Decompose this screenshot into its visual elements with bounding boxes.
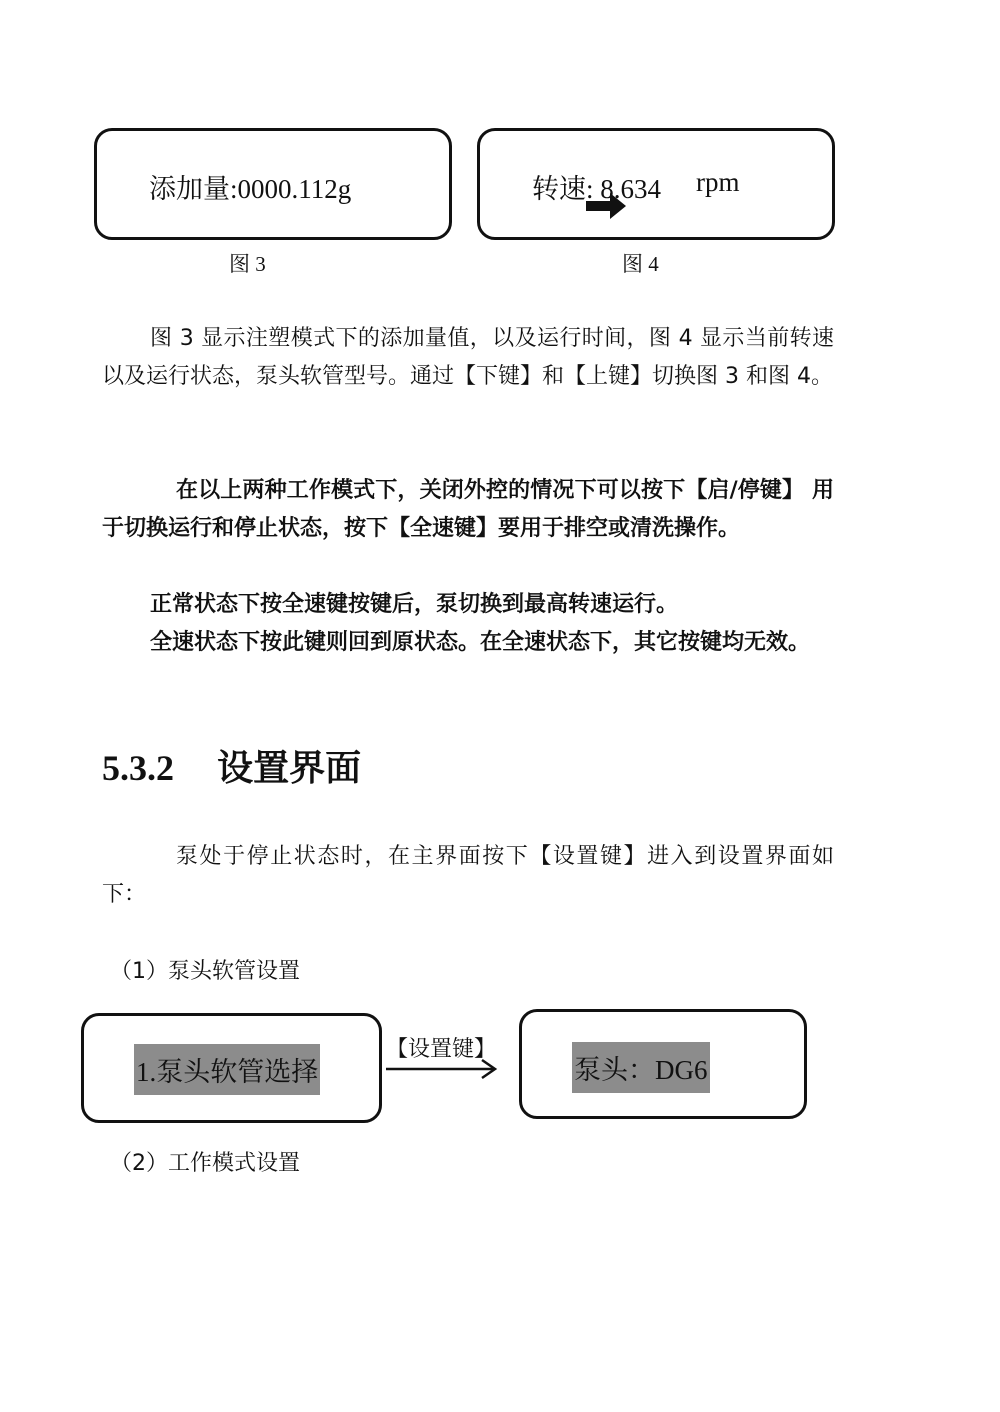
flow-arrow-icon [386, 1058, 500, 1080]
paragraph-full-speed-return: 全速状态下按此键则回到原状态。在全速状态下，其它按键均无效。 [150, 630, 811, 655]
figure-4-caption: 图 4 [622, 252, 659, 276]
paragraph-work-modes: 在以上两种工作模式下，关闭外控的情况下可以按下【启/停键】 用于切换运行和停止状态，按下【全速键】要用于排空或清洗操作。 [102, 478, 834, 541]
item-tube-setting: （1）泵头软管设置 [110, 959, 300, 984]
section-title: 设置界面 [217, 748, 362, 789]
pump-head-screen [519, 1009, 807, 1119]
right-arrow-icon [586, 193, 626, 219]
speed-readout: 转速: 8.634 [532, 174, 662, 204]
added-amount-readout: 添加量:0000.112g [149, 174, 352, 204]
paragraph-figures: 图 3 显示注塑模式下的添加量值，以及运行时间，图 4 显示当前转速以及运行状态，泵头软管型号。通过【下键】和【上键】切换图 3 和图 4。 [102, 326, 834, 389]
pump-head-value: 泵头：DG6 [572, 1042, 710, 1093]
section-number: 5.3.2 [102, 748, 174, 788]
figure-3-display [94, 128, 452, 240]
speed-unit: rpm [696, 167, 740, 197]
set-key-label: 【设置键】 [386, 1036, 497, 1061]
section-heading [102, 738, 361, 799]
tube-select-label: 1.泵头软管选择 [134, 1044, 320, 1095]
settings-intro: 泵处于停止状态时，在主界面按下【设置键】进入到设置界面如下： [102, 844, 834, 907]
tube-select-screen [81, 1013, 382, 1123]
figure-4-display [477, 128, 835, 240]
figure-3-caption: 图 3 [229, 252, 266, 276]
item-work-mode-setting: （2）工作模式设置 [110, 1151, 300, 1176]
paragraph-full-speed: 正常状态下按全速键按键后，泵切换到最高转速运行。 [150, 592, 679, 617]
